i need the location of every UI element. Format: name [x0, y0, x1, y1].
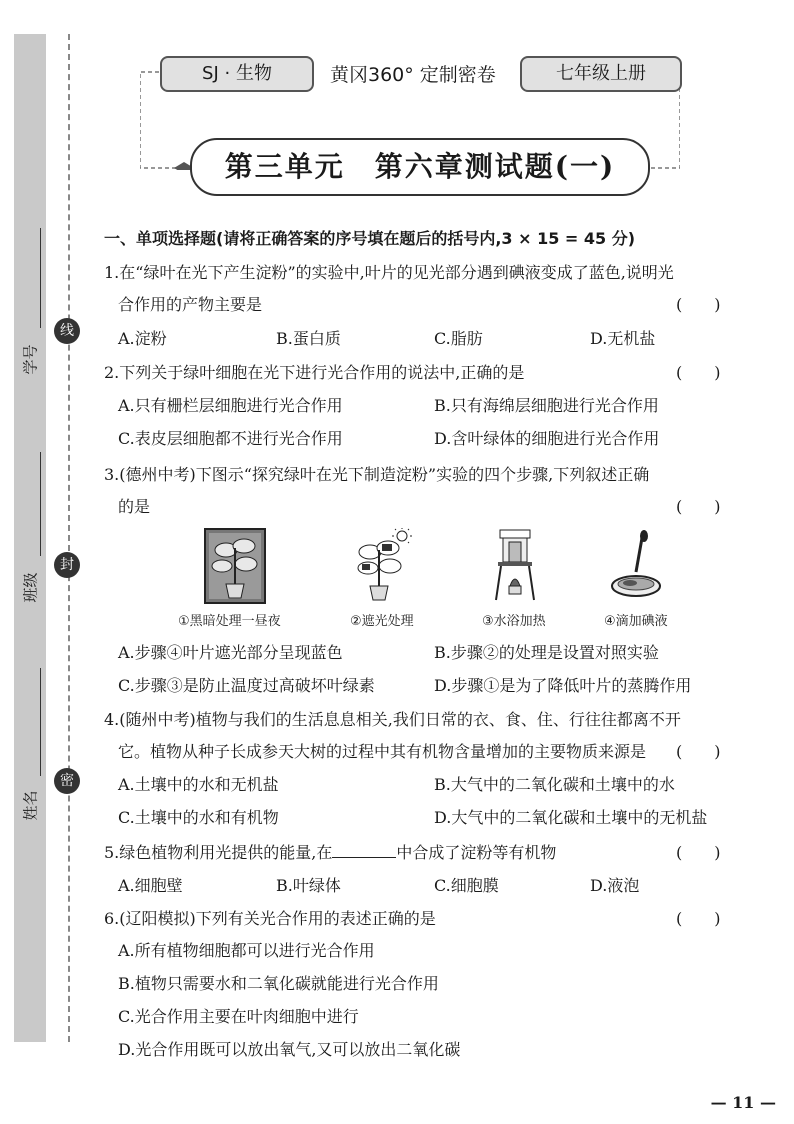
- q4-stem-line1: 4.(随州中考)植物与我们的生活息息相关,我们日常的衣、食、住、行往往都离不开: [104, 710, 681, 729]
- q3-option-c: C.步骤③是防止温度过高破坏叶绿素: [118, 676, 375, 695]
- q1-option-c: C.脂肪: [434, 329, 483, 348]
- q6-option-a: A.所有植物细胞都可以进行光合作用: [118, 941, 375, 960]
- q3-stem-line1: 3.(德州中考)下图示“探究绿叶在光下制造淀粉”实验的四个步骤,下列叙述正确: [104, 465, 650, 484]
- q4-option-b: B.大气中的二氧化碳和土壤中的水: [434, 775, 675, 794]
- label-class: 班级: [21, 572, 40, 603]
- light-shading-figure: [352, 528, 414, 604]
- q6-answer-blank[interactable]: ( ): [676, 909, 721, 928]
- q3-option-d: D.步骤①是为了降低叶片的蒸腾作用: [434, 676, 692, 695]
- page-number: — 11 —: [710, 1093, 776, 1112]
- section-heading: 一、单项选择题(请将正确答案的序号填在题后的括号内,3 × 15 = 45 分): [104, 229, 636, 248]
- q2-answer-blank[interactable]: ( ): [676, 363, 721, 382]
- seal-secret: 密: [54, 768, 80, 794]
- grade-badge: 七年级上册: [520, 56, 682, 92]
- q6-option-c: C.光合作用主要在叶肉细胞中进行: [118, 1007, 359, 1026]
- q4-answer-blank[interactable]: ( ): [676, 742, 721, 761]
- subject-badge: SJ · 生物: [160, 56, 314, 92]
- q5-fill-blank[interactable]: [332, 843, 396, 858]
- q5-option-d: D.液泡: [590, 876, 640, 895]
- q6-stem: 6.(辽阳模拟)下列有关光合作用的表述正确的是: [104, 909, 436, 928]
- q1-stem-line2: 合作用的产物主要是: [118, 295, 263, 314]
- q3-answer-blank[interactable]: ( ): [676, 497, 721, 516]
- q5-stem-post: 中合成了淀粉等有机物: [396, 843, 557, 862]
- q6-option-b: B.植物只需要水和二氧化碳就能进行光合作用: [118, 974, 439, 993]
- q4-stem-line2: 它。植物从种子长成参天大树的过程中其有机物含量增加的主要物质来源是: [118, 742, 647, 761]
- q5-option-a: A.细胞壁: [118, 876, 183, 895]
- q1-stem-line1: 1.在“绿叶在光下产生淀粉”的实验中,叶片的见光部分遇到碘液变成了蓝色,说明光: [104, 263, 674, 282]
- q2-option-a: A.只有栅栏层细胞进行光合作用: [118, 396, 343, 415]
- seal-seal: 封: [54, 552, 80, 578]
- label-name: 姓名: [21, 790, 40, 821]
- q3-caption-4: ④滴加碘液: [604, 614, 668, 629]
- q5-option-b: B.叶绿体: [276, 876, 341, 895]
- series-title: 黄冈360° 定制密卷: [330, 64, 496, 86]
- iodine-drop-figure: [608, 528, 664, 604]
- q2-option-b: B.只有海绵层细胞进行光合作用: [434, 396, 659, 415]
- water-bath-figure: [490, 528, 540, 604]
- class-line: [40, 452, 41, 556]
- q3-caption-1: ①黑暗处理一昼夜: [178, 614, 281, 629]
- student-id-line: [40, 228, 41, 328]
- q3-caption-2: ②遮光处理: [350, 614, 414, 629]
- q1-option-b: B.蛋白质: [276, 329, 341, 348]
- dark-treatment-figure: [204, 528, 266, 604]
- q5-option-c: C.细胞膜: [434, 876, 499, 895]
- q1-option-a: A.淀粉: [118, 329, 167, 348]
- q5-stem-pre: 5.绿色植物利用光提供的能量,在: [104, 843, 333, 862]
- q1-answer-blank[interactable]: ( ): [676, 295, 721, 314]
- q4-option-d: D.大气中的二氧化碳和土壤中的无机盐: [434, 808, 708, 827]
- q3-caption-3: ③水浴加热: [482, 614, 546, 629]
- q5-stem: [104, 840, 556, 863]
- q3-option-b: B.步骤②的处理是设置对照实验: [434, 643, 659, 662]
- cut-line: [68, 34, 70, 1042]
- q4-option-c: C.土壤中的水和有机物: [118, 808, 279, 827]
- name-line: [40, 668, 41, 776]
- q2-option-d: D.含叶绿体的细胞进行光合作用: [434, 429, 660, 448]
- q4-option-a: A.土壤中的水和无机盐: [118, 775, 279, 794]
- seal-line: 线: [54, 318, 80, 344]
- q5-answer-blank[interactable]: ( ): [676, 843, 721, 862]
- q6-option-d: D.光合作用既可以放出氧气,又可以放出二氧化碳: [118, 1040, 461, 1059]
- q3-option-a: A.步骤④叶片遮光部分呈现蓝色: [118, 643, 343, 662]
- q3-stem-line2: 的是: [118, 497, 151, 516]
- binding-strip: [14, 34, 46, 1042]
- q1-option-d: D.无机盐: [590, 329, 656, 348]
- label-student-id: 学号: [21, 344, 40, 375]
- q2-stem: 2.下列关于绿叶细胞在光下进行光合作用的说法中,正确的是: [104, 363, 525, 382]
- page-title: 第三单元 第六章测试题(一): [190, 138, 650, 196]
- q2-option-c: C.表皮层细胞都不进行光合作用: [118, 429, 343, 448]
